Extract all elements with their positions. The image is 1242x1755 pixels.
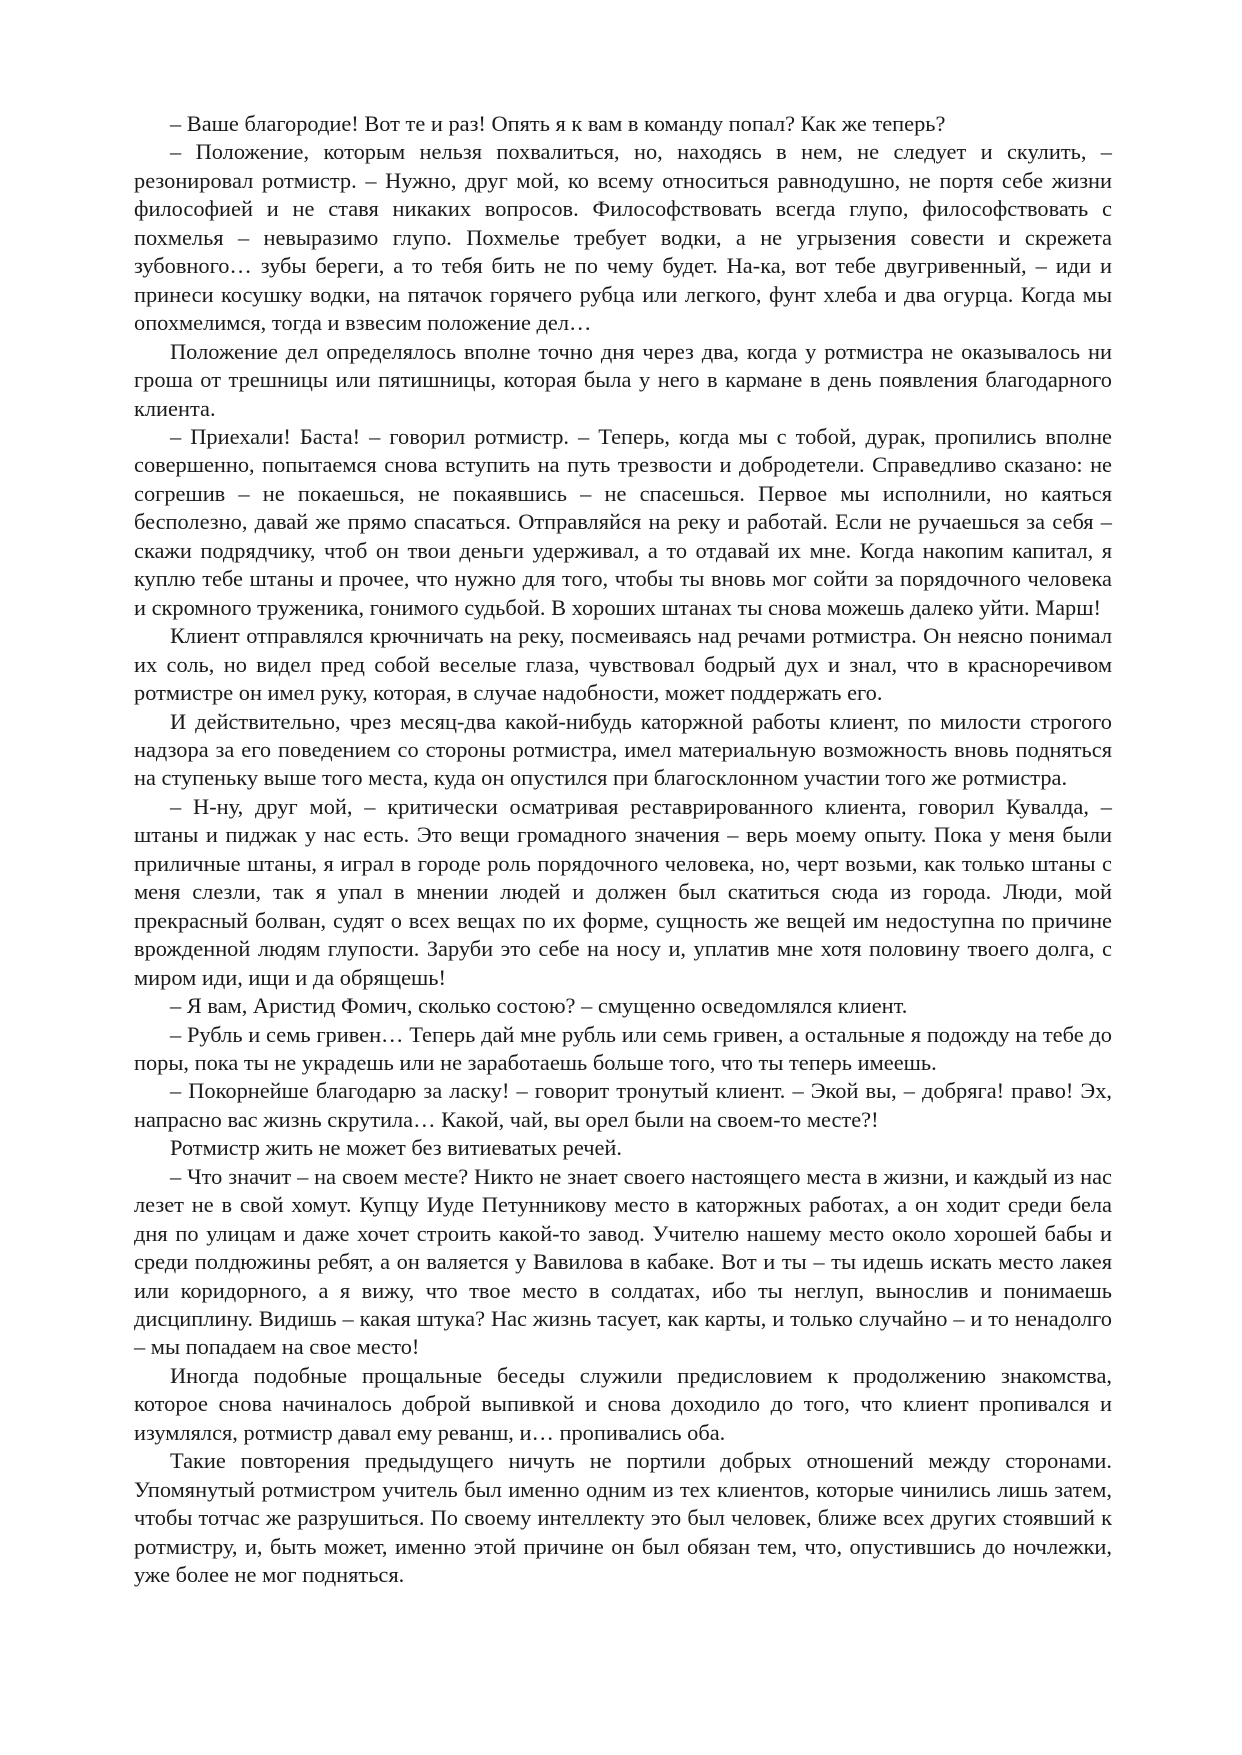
paragraph: – Приехали! Баста! – говорил ротмистр. – Теперь, когда мы с тобой, дурак, пропились вполне совершенно, попытаемся снова вступить на путь трезвости и добродетели. Справедливо сказано: не согрешив – не покаешься, не покаявшись – не спасешься. Первое мы исполнили, но каяться бесполезно, давай же прямо спасаться. Отправляйся на реку и работай. Если не ручаешься за себя – скажи подрядчику, чтоб он твои деньги удерживал, а то отдавай их мне. Когда накопим капитал, я куплю тебе штаны и прочее, что нужно для того, чтобы ты вновь мог сойти за порядочного человека и скромного труженика, гонимого судьбой. В хороших штанах ты снова можешь далеко уйти. Марш! (134, 423, 1112, 620)
paragraph: Иногда подобные прощальные беседы служили предисловием к продолжению знакомства, которое снова начиналось доброй выпивкой и снова доходило до того, что клиент пропивался и изумлялся, ротмистр давал ему реванш, и… пропивались оба. (134, 1362, 1112, 1445)
paragraph: – Н-ну, друг мой, – критически осматривая реставрированного клиента, говорил Кувалда, – штаны и пиджак у нас есть. Это вещи громадного значения – верь моему опыту. Пока у меня были приличные штаны, я играл в городе роль порядочного человека, но, черт возьми, как только штаны с меня слезли, так я упал в мнении людей и должен был скатиться сюда из города. Люди, мой прекрасный болван, судят о всех вещах по их форме, сущность же вещей им недоступна по причине врожденной людям глупости. Заруби это себе на носу и, уплатив мне хотя половину твоего долга, с миром иди, ищи и да обрящешь! (134, 793, 1112, 990)
paragraph: – Покорнейше благодарю за ласку! – говорит тронутый клиент. – Экой вы, – добряга! право! Эх, напрасно вас жизнь скрутила… Какой, чай, вы орел были на своем-то месте?! (134, 1078, 1112, 1132)
paragraph: – Положение, которым нельзя похвалиться, но, находясь в нем, не следует и скулить, – резонировал ротмистр. – Нужно, друг мой, ко всему относиться равнодушно, не портя себе жизни философией и не ставя никаких вопросов. Философствовать всегда глупо, философствовать с похмелья – невыразимо глупо. Похмелье требует водки, а не угрызения совести и скрежета зубовного… зубы береги, а то тебя бить не по чему будет. На-ка, вот тебе двугривенный, – иди и принеси косушку водки, на пятачок горячего рубца или легкого, фунт хлеба и два огурца. Когда мы опохмелимся, тогда и взвесим положение дел… (134, 139, 1112, 336)
paragraph: – Ваше благородие! Вот те и раз! Опять я к вам в команду попал? Как же теперь? (170, 111, 946, 136)
paragraph: И действительно, чрез месяц-два какой-нибудь каторжной работы клиент, по милости строгого надзора за его поведением со стороны ротмистра, имел материальную возможность вновь подняться на ступеньку выше того места, куда он опустился при благосклонном участии того же ротмистра. (134, 708, 1112, 791)
document-page (134, 110, 1112, 1590)
paragraph: – Я вам, Аристид Фомич, сколько состою? – смущенно осведомлялся клиент. (170, 993, 908, 1019)
paragraph: – Что значит – на своем месте? Никто не знает своего настоящего места в жизни, и каждый из нас лезет не в свой хомут. Купцу Иуде Петунникову место в каторжных работах, а он ходит среди бела дня по улицам и даже хочет строить какой-то завод. Учителю нашему место около хорошей бабы и среди полдюжины ребят, а он валяется у Вавилова в кабаке. Вот и ты – ты идешь искать место лакея или коридорного, а я вижу, что твое место в солдатах, ибо ты неглуп, вынослив и понимаешь дисциплину. Видишь – какая штука? Нас жизнь тасует, как карты, и только случайно – и то ненадолго – мы попадаем на свое место! (134, 1163, 1112, 1360)
paragraph: – Рубль и семь гривен… Теперь дай мне рубль или семь гривен, а остальные я подожду на тебе до поры, пока ты не украдешь или не заработаешь больше того, что ты теперь имеешь. (134, 1021, 1112, 1075)
paragraph: Положение дел определялось вполне точно дня через два, когда у ротмистра не оказывалось ни гроша от трешницы или пятишницы, которая была у него в кармане в день появления благодарного клиента. (134, 338, 1112, 421)
paragraph: Такие повторения предыдущего ничуть не портили добрых отношений между сторонами. Упомянутый ротмистром учитель был именно одним из тех клиентов, которые чинились лишь затем, чтобы тотчас же разрушиться. По своему интеллекту это был человек, ближе всех других стоявший к ротмистру, и, быть может, именно этой причине он был обязан тем, что, опустившись до ночлежки, уже более не мог подняться. (134, 1448, 1112, 1588)
paragraph: Клиент отправлялся крючничать на реку, посмеиваясь над речами ротмистра. Он неясно понимал их соль, но видел пред собой веселые глаза, чувствовал бодрый дух и знал, что в красноречивом ротмистре он имел руку, которая, в случае надобности, может поддержать его. (134, 623, 1112, 706)
paragraph: Ротмистр жить не может без витиеватых речей. (170, 1135, 623, 1161)
